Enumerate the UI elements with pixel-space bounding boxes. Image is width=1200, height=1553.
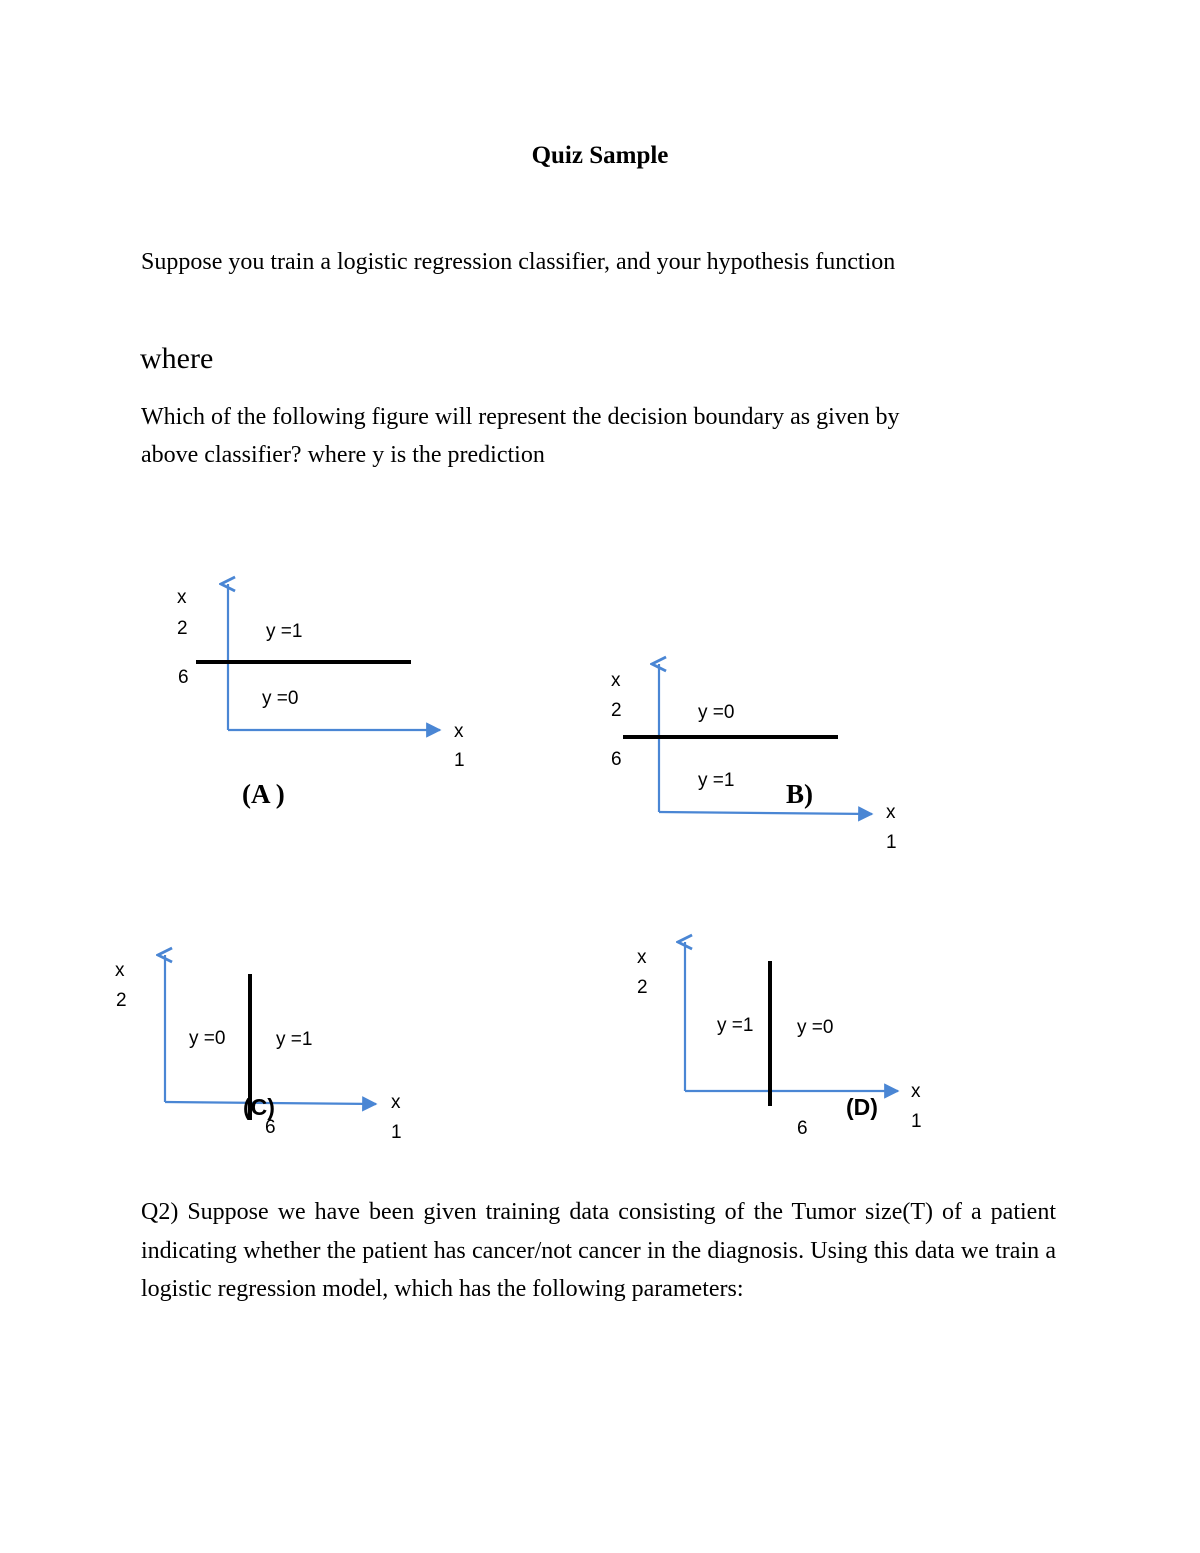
x1-label-1: 1 xyxy=(911,1111,922,1132)
figure-tag: (D) xyxy=(846,1094,878,1120)
figure-tag: (C) xyxy=(243,1094,275,1120)
x2-label-2: 2 xyxy=(611,700,622,721)
region-label-left: y =0 xyxy=(189,1028,226,1049)
x2-label-x: x xyxy=(611,670,621,691)
figure-a xyxy=(177,584,465,809)
x1-axis xyxy=(659,812,872,814)
x2-label-x: x xyxy=(177,587,187,608)
tick-label: 6 xyxy=(265,1117,276,1138)
page-title: Quiz Sample xyxy=(531,142,669,169)
x1-label-x: x xyxy=(911,1081,921,1102)
x2-label-2: 2 xyxy=(116,990,127,1011)
figure-c xyxy=(115,955,402,1143)
x1-label-1: 1 xyxy=(391,1122,402,1143)
x2-label-x: x xyxy=(637,947,647,968)
tick-label: 6 xyxy=(797,1118,808,1139)
x1-label-x: x xyxy=(886,802,896,823)
where-text: where xyxy=(140,342,214,375)
question-2-text: Q2) Suppose we have been given training data consisting of the Tumor size(T) of a patient indicating whether the patient has cancer/not cancer in the diagnosis. Using this data we train a logistic regression model, which has the following parameters: xyxy=(141,1199,1056,1302)
intro-text: Suppose you train a logistic regression classifier, and your hypothesis function xyxy=(141,249,896,275)
figure-b xyxy=(611,664,897,853)
region-label-left: y =1 xyxy=(717,1015,754,1036)
x2-label-2: 2 xyxy=(637,977,648,998)
x1-label-1: 1 xyxy=(886,832,897,853)
region-label-upper: y =0 xyxy=(698,702,735,723)
x2-label-2: 2 xyxy=(177,618,188,639)
region-label-right: y =0 xyxy=(797,1017,834,1038)
figure-tag: B) xyxy=(786,779,813,809)
tick-label: 6 xyxy=(611,749,622,770)
x2-label-x: x xyxy=(115,960,125,981)
x1-label-1: 1 xyxy=(454,750,465,771)
region-label-lower: y =0 xyxy=(262,688,299,709)
question-line-1: Which of the following figure will represent the decision boundary as given by xyxy=(141,404,900,430)
figure-d xyxy=(637,942,922,1139)
region-label-lower: y =1 xyxy=(698,770,735,791)
figure-tag: (A ) xyxy=(242,779,285,809)
question-line-2: above classifier? where y is the prediction xyxy=(141,442,545,468)
x1-label-x: x xyxy=(391,1092,401,1113)
x1-label-x: x xyxy=(454,721,464,742)
region-label-right: y =1 xyxy=(276,1029,313,1050)
tick-label: 6 xyxy=(178,667,189,688)
region-label-upper: y =1 xyxy=(266,621,303,642)
